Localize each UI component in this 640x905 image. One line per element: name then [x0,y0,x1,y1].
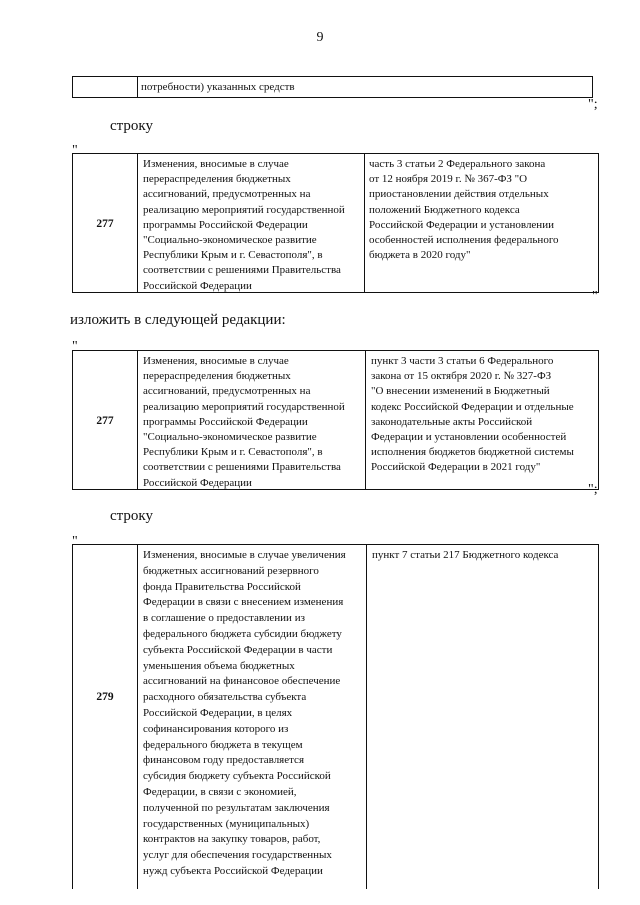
open-quote-2: " [72,339,78,354]
row-number: 277 [96,415,114,427]
description-line: федерального бюджета в текущем [143,738,303,751]
description-line: расходного обязательства субъекта [143,691,307,704]
description-line: Изменения, вносимые в случае [143,158,289,170]
description-line: "Социально-экономическое развитие [143,234,317,247]
basis-line: приостановлении действия отдельных [369,188,549,201]
description-line: программы Российской Федерации [143,218,308,231]
basis-line: закона от 15 октября 2020 г. № 327-ФЗ [371,370,552,383]
closing-quote-277-old: " [592,289,598,304]
basis-line: пункт 3 части 3 статьи 6 Федерального [371,355,554,367]
description-line: Российской Федерации, в целях [143,706,293,719]
page-number: 9 [316,30,324,45]
word-row-2: строку [110,508,153,524]
description-line: нужд субъекта Российской Федерации [143,864,323,877]
basis-line: часть 3 статьи 2 Федерального закона [369,158,546,170]
description-line: Изменения, вносимые в случае [143,355,289,367]
description-line: контрактов на закупку товаров, работ, [143,833,321,846]
description-line: уменьшения объема бюджетных [143,659,295,672]
open-quote-3: " [72,534,78,549]
row-number: 277 [96,218,114,230]
basis-line: законодательные акты Российской [371,415,533,428]
basis-line: пункт 7 статьи 217 Бюджетного кодекса [372,549,559,561]
description-line: перераспределения бюджетных [143,370,291,383]
row-basis [369,157,591,263]
column-divider [364,154,365,292]
column-divider [137,154,138,292]
basis-line: кодекс Российской Федерации и отдельные [371,400,574,413]
description-line: соответствии с решениями Правительства [143,461,341,474]
row-description [143,354,359,491]
description-line: Республики Крым и г. Севастополя", в [143,249,323,262]
description-line: в соглашение о предоставлении из [143,612,305,625]
description-line: Республики Крым и г. Севастополя", в [143,446,323,459]
column-divider [366,545,367,889]
description-line: Российской Федерации [143,476,252,489]
basis-line: исполнения бюджетов бюджетной системы [371,446,574,459]
basis-line: от 12 ноября 2019 г. № 367-ФЗ "О [369,173,528,186]
basis-line: Российской Федерации и установлении [369,218,554,231]
basis-line: бюджета в 2020 году" [369,249,471,262]
description-line: софинансирования которого из [143,722,289,735]
closing-quote-top: "; [588,97,598,112]
description-line: Федерации, в связи с экономией, [143,785,297,798]
description-line: финансовом году предоставляется [143,754,305,767]
basis-line: "О внесении изменений в Бюджетный [371,385,550,398]
description-line: Федерации в связи с внесением изменения [143,596,344,609]
description-line: "Социально-экономическое развитие [143,431,317,444]
cell-top-text: потребности) указанных средств [141,81,295,93]
open-quote-1: " [72,143,78,158]
description-line: реализацию мероприятий государственной [143,400,345,413]
description-line: бюджетных ассигнований резервного [143,564,319,577]
row-basis [372,548,594,563]
table-row-277-new [72,350,599,490]
basis-line: Федерации и установлении особенностей [371,431,567,444]
description-line: ассигнований, предусмотренных на [143,188,311,201]
description-line: полученной по результатам заключения [143,801,330,814]
row-number: 279 [96,691,114,703]
description-line: субсидия бюджету субъекта Российской [143,770,331,783]
basis-line: Российской Федерации в 2021 году" [371,461,541,474]
description-line: федерального бюджета субсидии бюджету [143,627,342,640]
phrase-replace: изложить в следующей редакции: [70,312,286,328]
description-line: ассигнований на финансовое обеспечение [143,675,341,688]
column-divider [137,545,138,889]
table-fragment-top [72,76,593,98]
table-row-279 [72,544,599,889]
description-line: Изменения, вносимые в случае увеличения [143,549,346,561]
description-line: Российской Федерации [143,279,252,292]
basis-line: особенностей исполнения федерального [369,234,559,247]
row-description [143,157,359,294]
column-divider [365,351,366,489]
column-divider [137,77,138,97]
description-line: государственных (муниципальных) [143,817,310,830]
description-line: соответствии с решениями Правительства [143,264,341,277]
closing-quote-277-new: "; [588,482,598,497]
word-row-1: строку [110,118,153,134]
description-line: реализацию мероприятий государственной [143,203,345,216]
basis-line: положений Бюджетного кодекса [369,203,520,216]
description-line: услуг для обеспечения государственных [143,849,332,862]
table-row-277-old [72,153,599,293]
row-description [143,548,361,880]
column-divider [137,351,138,489]
description-line: ассигнований, предусмотренных на [143,385,311,398]
description-line: субъекта Российской Федерации в части [143,643,333,656]
description-line: перераспределения бюджетных [143,173,291,186]
row-basis [371,354,593,476]
description-line: программы Российской Федерации [143,415,308,428]
description-line: фонда Правительства Российской [143,580,301,593]
